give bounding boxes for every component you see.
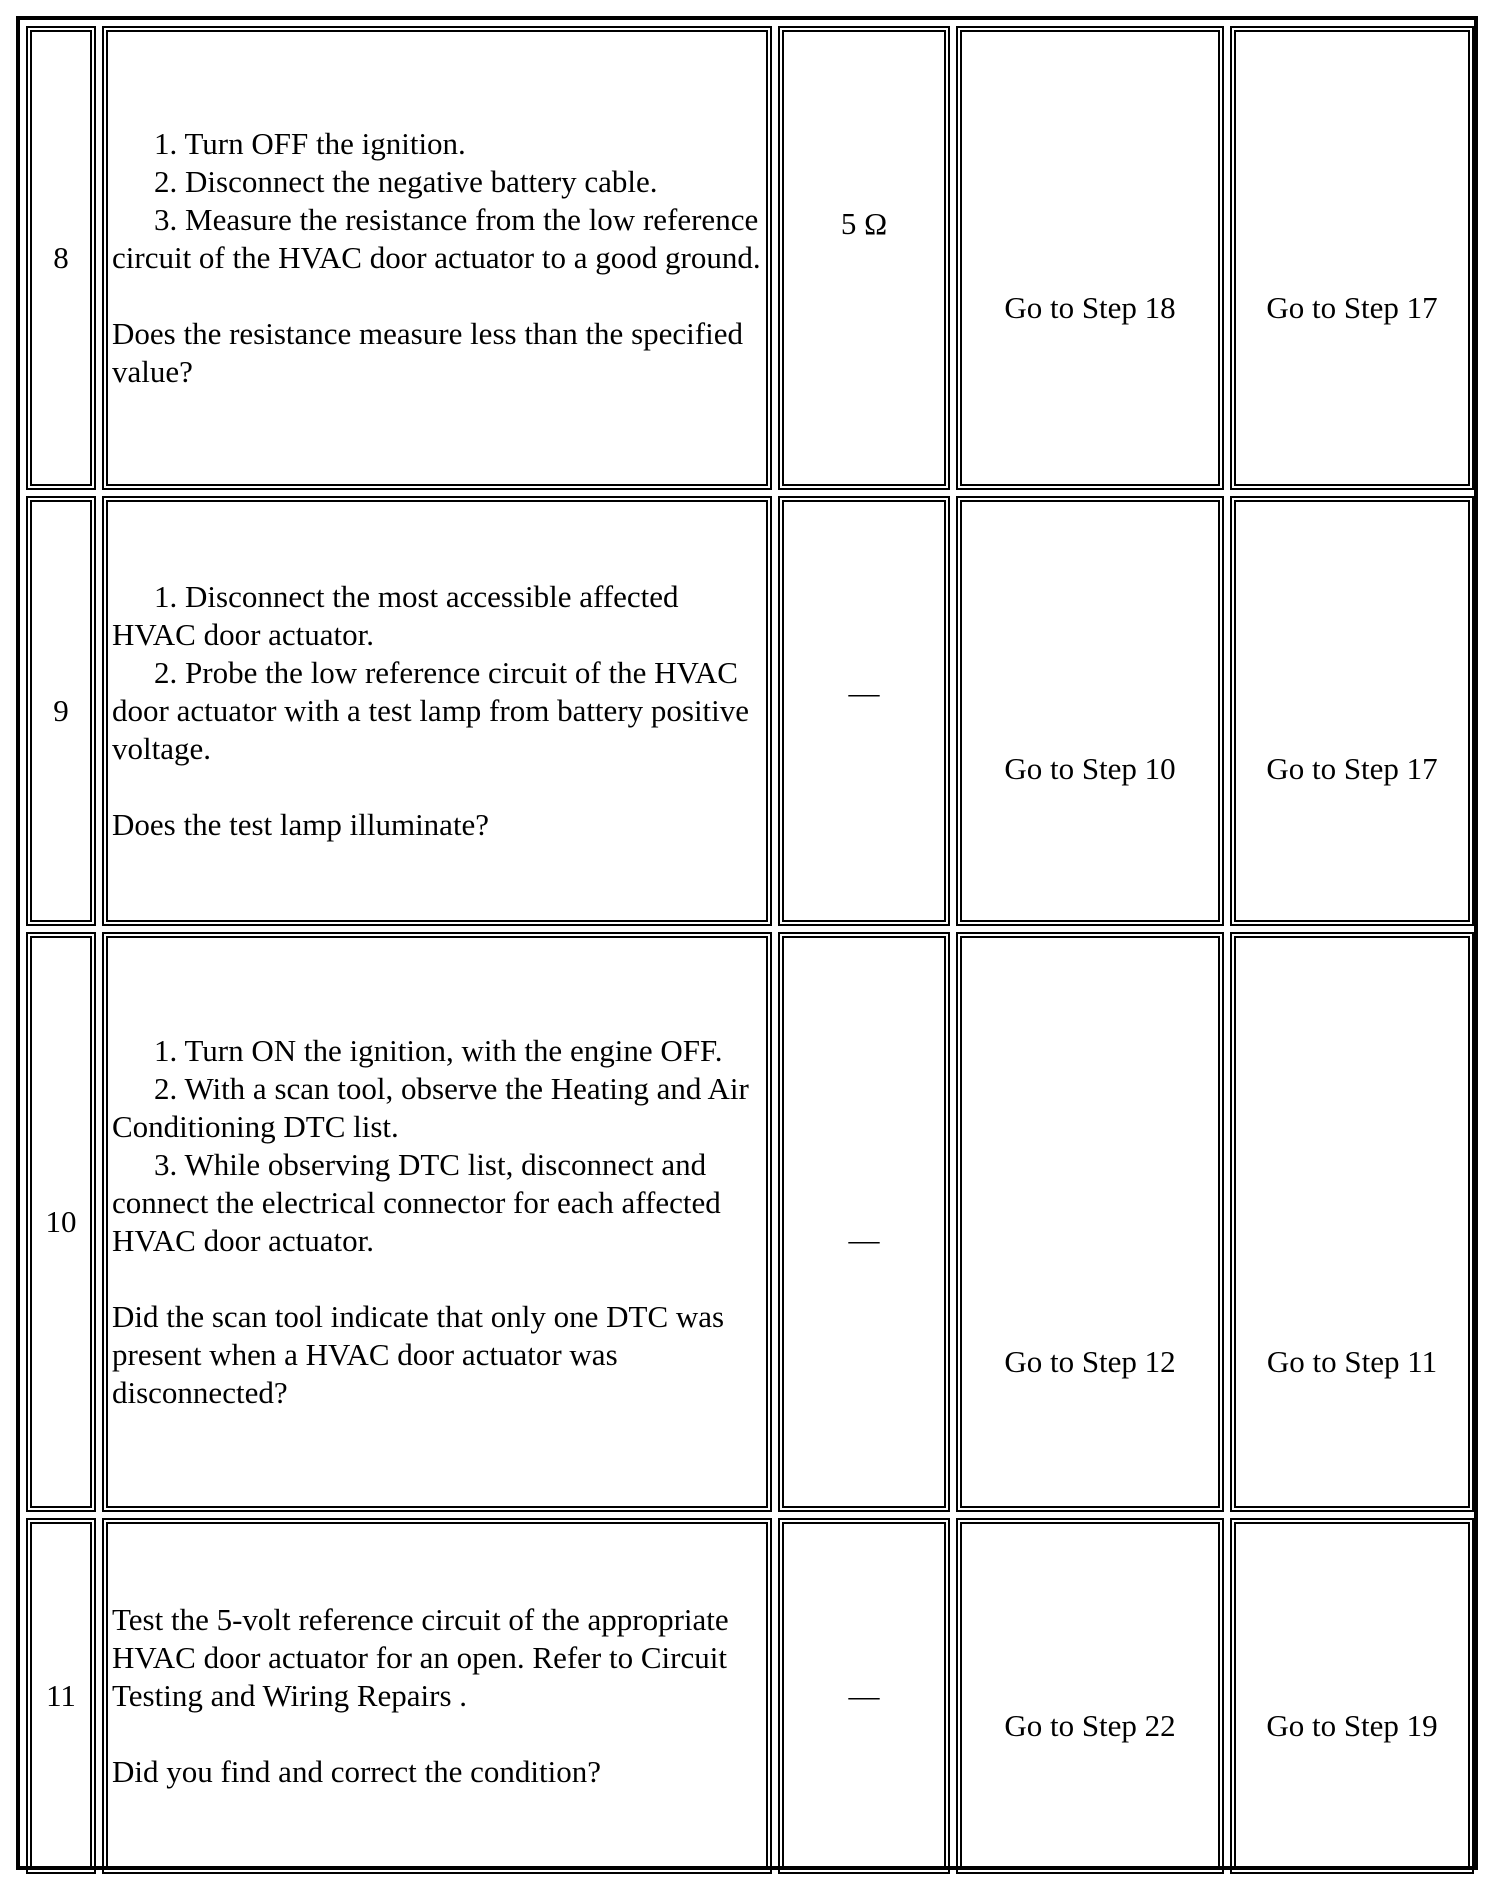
no-result [1230, 932, 1474, 1512]
step-action [102, 1518, 772, 1874]
no-text: Go to Step 19 [1266, 1708, 1438, 1743]
step-question: Did the scan tool indicate that only one DTC was present when a HVAC door actuator was disconnected? [112, 1299, 725, 1410]
action-item: 1. Turn ON the ignition, with the engine OFF. [154, 1033, 723, 1068]
no-text: Go to Step 11 [1266, 1344, 1438, 1379]
no-result [1230, 1518, 1474, 1874]
step-question: Did you find and correct the condition? [112, 1754, 601, 1789]
value-text: — [848, 1678, 880, 1713]
value-text: — [848, 1222, 880, 1257]
step-value [778, 932, 950, 1512]
yes-result [956, 932, 1224, 1512]
no-text: Go to Step 17 [1266, 290, 1438, 325]
value-text: — [848, 675, 880, 710]
step-action [102, 26, 772, 490]
step-number: 10 [26, 932, 96, 1512]
action-item: 3. Measure the resistance from the low reference circuit of the HVAC door actuator to a good ground. [112, 202, 761, 275]
step-value [778, 496, 950, 926]
step-action [102, 496, 772, 926]
step-question: Does the test lamp illuminate? [112, 807, 490, 842]
action-item: Test the 5-volt reference circuit of the appropriate HVAC door actuator for an open. Refer to Circuit Testing and Wiring Repairs . [112, 1602, 729, 1713]
yes-result [956, 26, 1224, 490]
yes-result [956, 1518, 1224, 1874]
value-text: 5 Ω [840, 206, 888, 241]
step-action [102, 932, 772, 1512]
diagnostic-steps-table [20, 20, 1480, 1880]
step-value [778, 1518, 950, 1874]
yes-text: Go to Step 22 [1004, 1708, 1176, 1743]
action-item: 2. Disconnect the negative battery cable. [154, 164, 658, 199]
action-item: 1. Turn OFF the ignition. [154, 126, 466, 161]
table-row [26, 496, 1474, 926]
action-item: 1. Disconnect the most accessible affected HVAC door actuator. [112, 579, 679, 652]
table-row [26, 1518, 1474, 1874]
action-item: 2. Probe the low reference circuit of the HVAC door actuator with a test lamp from battery positive voltage. [112, 655, 750, 766]
no-text: Go to Step 17 [1266, 751, 1438, 786]
step-number: 9 [26, 496, 96, 926]
table-row [26, 932, 1474, 1512]
no-result [1230, 496, 1474, 926]
step-number: 11 [26, 1518, 96, 1874]
action-item: 2. With a scan tool, observe the Heating and Air Conditioning DTC list. [112, 1071, 749, 1144]
table-row [26, 26, 1474, 490]
no-result [1230, 26, 1474, 490]
action-item: 3. While observing DTC list, disconnect and connect the electrical connector for each affected HVAC door actuator. [112, 1147, 721, 1258]
yes-result [956, 496, 1224, 926]
step-number: 8 [26, 26, 96, 490]
step-value [778, 26, 950, 490]
yes-text: Go to Step 12 [1004, 1344, 1176, 1379]
yes-text: Go to Step 10 [1004, 751, 1176, 786]
yes-text: Go to Step 18 [1004, 290, 1176, 325]
step-question: Does the resistance measure less than the specified value? [112, 316, 743, 389]
